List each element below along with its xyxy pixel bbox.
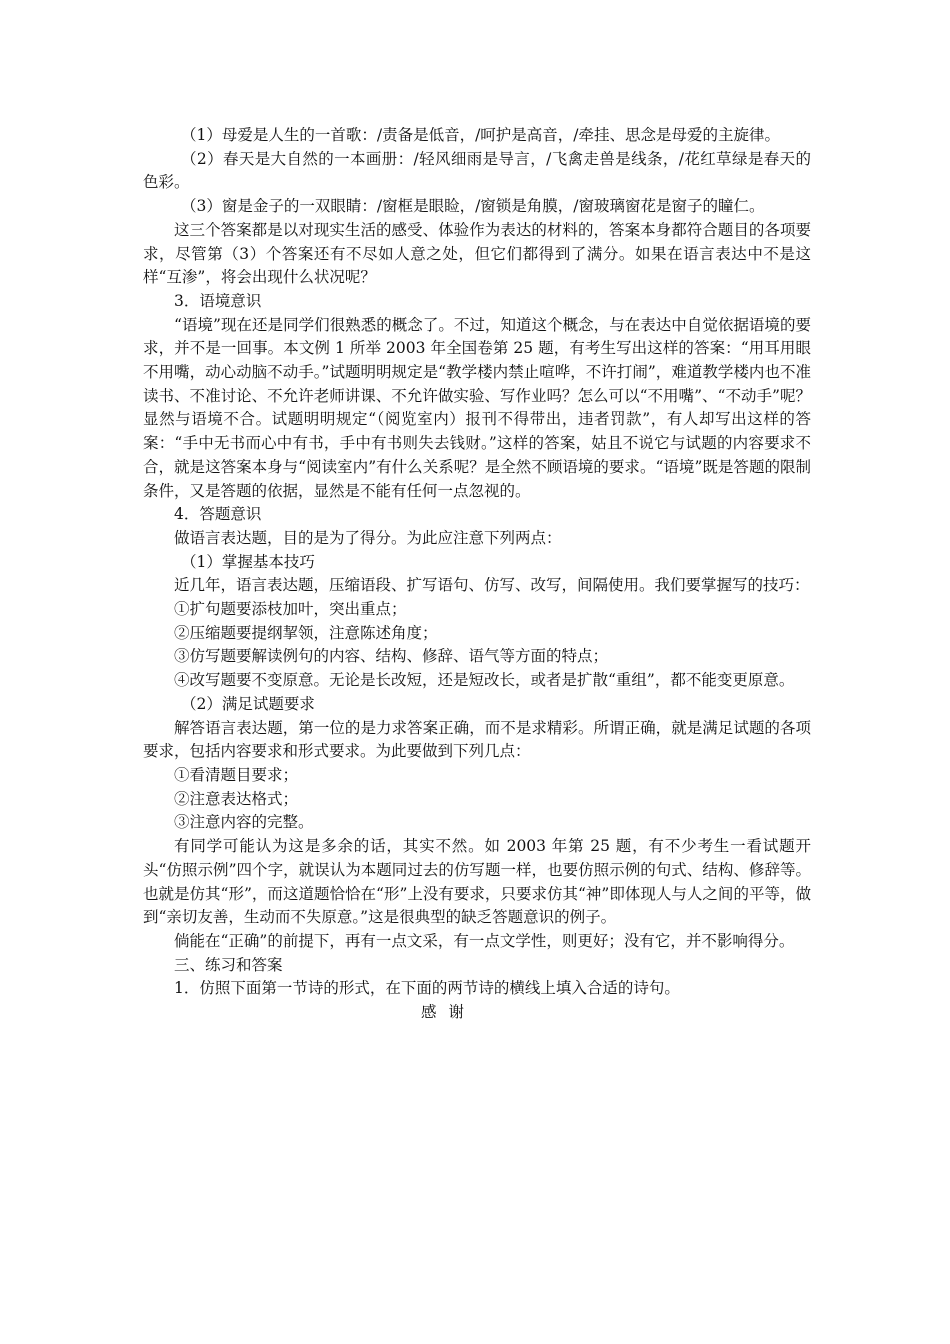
- section-heading-context: 3．语境意识: [174, 291, 262, 310]
- section-heading-exercises: 三、练习和答案: [174, 955, 283, 974]
- paragraph-example-analysis: 有同学可能认为这是多余的话，其实不然。如 2003 年第 25 题，有不少考生一看试题开头“仿照示例”四个字，就误认为本题同过去的仿写题一样，也要仿照示例的句式、结构、修辞等。也就是仿其“形”，而这道题恰恰在“形”上没有要求，只要求仿其“神”即体现人与人之间的平等，做到“亲切友善，生动而不失原意。”这是很典型的缺乏答题意识的例子。: [143, 837, 811, 927]
- paragraph-style-note: 倘能在“正确”的前提下，再有一点文采，有一点文学性，则更好；没有它，并不影响得分。: [174, 931, 795, 950]
- list-item: ①看清题目要求；: [174, 765, 299, 784]
- exercise-question-1: 1．仿照下面第一节诗的形式，在下面的两节诗的横线上填入合适的诗句。: [174, 979, 680, 998]
- paragraph-skills: 近几年，语言表达题，压缩语段、扩写语句、仿写、改写，间隔使用。我们要掌握写的技巧：: [174, 576, 810, 595]
- paragraph-example-1: （1）母爱是人生的一首歌：/责备是低音，/呵护是高音，/牵挂、思念是母爱的主旋律。: [181, 126, 781, 144]
- document-page: [143, 124, 811, 1025]
- list-item: ①扩句题要添枝加叶，突出重点；: [174, 600, 407, 619]
- subheading-requirements: （2）满足试题要求: [181, 694, 315, 713]
- paragraph-example-3: （3）窗是金子的一双眼睛：/窗框是眼睑，/窗锁是角膜，/窗玻璃窗花是窗子的瞳仁。: [181, 197, 765, 216]
- paragraph-context: “语境”现在还是同学们很熟悉的概念了。不过，知道这个概念，与在表达中自觉依据语境的要求，并不是一回事。本文例 1 所举 2003 年全国卷第 25 题，有考生写出这样的答案：“用耳用眼不用嘴，动心动脑不动手。”试题明明规定是“教学楼内禁止喧哗，不许打闹”，难道教学楼内也不准读书、不准讨论、不允许老师讲课、不允许做实验、写作业吗？怎么可以“不用嘴”、“不动手”呢？显然与语境不合。试题明明规定“（阅览室内）报刊不得带出，违者罚款”，有人却写出这样的答案：“手中无书而心中有书，手中有书则失去钱财。”这样的答案，姑且不说它与试题的内容要求不合，就是这答案本身与“阅读室内”有什么关系呢？是全然不顾语境的要求。“语境”既是答题的限制条件，又是答题的依据，显然是不能有任何一点忽视的。: [143, 315, 811, 500]
- list-item: ③注意内容的完整。: [174, 813, 314, 832]
- list-item: ④改写题要不变原意。无论是长改短，还是短改长，或者是扩散“重组”，都不能变更原意。: [174, 671, 795, 690]
- poem-title: 感谢: [421, 1003, 477, 1022]
- subheading-skills: （1）掌握基本技巧: [181, 552, 315, 571]
- section-heading-answer: 4．答题意识: [174, 505, 262, 524]
- paragraph-example-2: （2）春天是大自然的一本画册：/轻风细雨是导言，/飞禽走兽是线条，/花红草绿是春天的色彩。: [143, 149, 811, 192]
- paragraph-answer-intro: 做语言表达题，目的是为了得分。为此应注意下列两点：: [174, 528, 562, 547]
- list-item: ③仿写题要解读例句的内容、结构、修辞、语气等方面的特点；: [174, 647, 609, 666]
- paragraph-commentary: 这三个答案都是以对现实生活的感受、体验作为表达的材料的，答案本身都符合题目的各项要求，尽管第（3）个答案还有不尽如人意之处，但它们都得到了满分。如果在语言表达中不是这样“互渗”，将会出现什么状况呢？: [143, 220, 811, 287]
- paragraph-requirements: 解答语言表达题，第一位的是力求答案正确，而不是求精彩。所谓正确，就是满足试题的各项要求，包括内容要求和形式要求。为此要做到下列几点：: [143, 718, 811, 761]
- list-item: ②注意表达格式；: [174, 789, 299, 808]
- list-item: ②压缩题要提纲挈领，注意陈述角度；: [174, 623, 438, 642]
